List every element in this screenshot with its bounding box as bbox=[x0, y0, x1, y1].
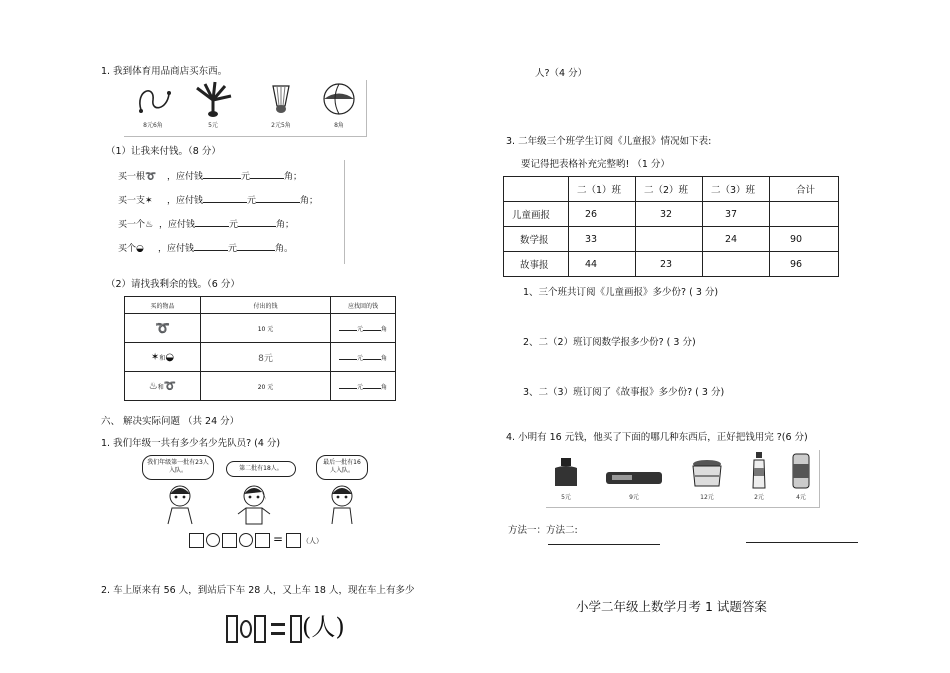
yuan-unit: 元 bbox=[241, 172, 251, 182]
speech-bubble: 最后一批有16人入队。 bbox=[316, 455, 368, 480]
q2-continuation: 人?（4 分） bbox=[535, 68, 588, 79]
shuttlecock-icon: ♨ bbox=[148, 380, 158, 392]
jump-rope-icon: ➰ bbox=[163, 380, 177, 392]
jiao-unit: 角 bbox=[381, 326, 388, 333]
pencil-case-icon bbox=[604, 454, 664, 490]
jiao-blank[interactable] bbox=[238, 217, 276, 227]
operator-circle[interactable] bbox=[239, 533, 253, 547]
section-six-title: 六、 解决实际问题 （共 24 分） bbox=[101, 416, 240, 427]
yuan-blank[interactable] bbox=[339, 352, 357, 360]
table-row bbox=[125, 343, 396, 372]
pay-prefix: 买一根 bbox=[118, 172, 146, 182]
pay-suffix: ，应付钱 bbox=[167, 196, 204, 206]
answer-box[interactable] bbox=[255, 533, 270, 548]
q3-title: 3. 二年级三个班学生订阅《儿童报》情况如下表: bbox=[506, 136, 712, 147]
cup-icon bbox=[789, 450, 813, 490]
pay-suffix: ，应付钱 bbox=[159, 220, 196, 230]
method-label: 方法一：方法二: bbox=[508, 525, 578, 536]
table-cell: 23 bbox=[636, 252, 703, 277]
table-cell: 44 bbox=[569, 252, 636, 277]
table-cell: 32 bbox=[636, 202, 703, 227]
shuttlecock-icon: ♨ bbox=[145, 220, 154, 230]
bottle-icon bbox=[749, 450, 769, 490]
pay-suffix: ，应付钱 bbox=[158, 244, 195, 254]
shuttlecock-toy-item bbox=[188, 80, 238, 129]
pay-prefix: 买一支 bbox=[118, 196, 146, 206]
equals-sign bbox=[271, 623, 285, 635]
ink-bottle-item bbox=[548, 454, 584, 501]
item-cell bbox=[125, 314, 201, 343]
q3-note: 要记得把表格补充完整哟! （1 分） bbox=[521, 159, 670, 170]
speech-bubble: 第二批有18人。 bbox=[226, 461, 296, 477]
child-figure-icon bbox=[160, 484, 200, 526]
jump-rope-icon: ➰ bbox=[145, 172, 157, 182]
pay-lines bbox=[118, 165, 318, 261]
table-cell[interactable] bbox=[636, 227, 703, 252]
price-label: 9元 bbox=[629, 494, 639, 501]
shuttlecock-toy-icon bbox=[191, 80, 235, 118]
jump-rope-icon bbox=[133, 80, 173, 118]
row-label: 故事报 bbox=[504, 252, 569, 277]
beach-ball-item bbox=[314, 80, 364, 129]
jar-item bbox=[686, 454, 728, 501]
sub-question-2: 2、二（2）班订阅数学报多少份? ( 3 分) bbox=[523, 337, 696, 348]
bottle-item bbox=[746, 450, 772, 501]
pay-prefix: 买一个 bbox=[118, 220, 146, 230]
table-header-row bbox=[504, 177, 839, 202]
equals-sign: = bbox=[273, 532, 284, 546]
beach-ball-icon bbox=[319, 80, 359, 118]
q1-title: 1. 我到体育用品商店买东西。 bbox=[101, 66, 228, 77]
change-cell bbox=[331, 372, 396, 401]
table-header: 应找回的钱 bbox=[331, 297, 396, 314]
change-cell bbox=[331, 343, 396, 372]
item-cell bbox=[125, 372, 201, 401]
row-label: 数学报 bbox=[504, 227, 569, 252]
jiao-unit: 角； bbox=[276, 220, 295, 230]
shop-items-strip bbox=[124, 80, 367, 137]
answer-box[interactable] bbox=[226, 615, 238, 643]
table-cell: 96 bbox=[770, 252, 839, 277]
jiao-blank[interactable] bbox=[250, 169, 284, 179]
yuan-unit: 元 bbox=[229, 220, 239, 230]
operator-circle[interactable] bbox=[206, 533, 220, 547]
yuan-unit: 元 bbox=[247, 196, 257, 206]
table-cell[interactable] bbox=[770, 202, 839, 227]
shuttlecock-toy-icon: ✶ bbox=[150, 351, 160, 363]
paid-cell: 8元 bbox=[201, 343, 331, 372]
q4-items-strip bbox=[546, 450, 820, 508]
table-row bbox=[125, 372, 396, 401]
q2b: 2. 车上原来有 56 人，到站后下车 28 人，又上车 18 人，现在车上有多少 bbox=[101, 585, 415, 596]
yuan-unit: 元 bbox=[228, 244, 238, 254]
q4-title: 4. 小明有 16 元钱，他买了下面的哪几种东西后，正好把钱用完 ?(6 分) bbox=[506, 432, 808, 443]
yuan-blank[interactable] bbox=[195, 217, 229, 227]
shuttlecock-toy-icon: ✶ bbox=[145, 196, 153, 206]
pencil-case-item bbox=[604, 454, 664, 501]
q1b: 1. 我们年级一共有多少名少先队员? (4 分) bbox=[101, 438, 281, 449]
yuan-blank[interactable] bbox=[203, 193, 247, 203]
table-cell: 33 bbox=[569, 227, 636, 252]
unit-label: （人） bbox=[302, 537, 324, 545]
row-label: 儿童画报 bbox=[504, 202, 569, 227]
shuttlecock-icon bbox=[261, 80, 301, 118]
jiao-blank[interactable] bbox=[363, 381, 381, 389]
table-row bbox=[504, 252, 839, 277]
footer-title: 小学二年级上数学月考 1 试题答案 bbox=[576, 599, 767, 614]
jiao-blank[interactable] bbox=[363, 352, 381, 360]
answer-box[interactable] bbox=[286, 533, 301, 548]
table-row bbox=[504, 227, 839, 252]
operator-circle[interactable] bbox=[240, 620, 252, 638]
yuan-blank[interactable] bbox=[339, 381, 357, 389]
jump-rope-icon: ➰ bbox=[155, 321, 170, 335]
unit-label: (人) bbox=[302, 613, 345, 641]
table-cell: 90 bbox=[770, 227, 839, 252]
pay-prefix: 买个 bbox=[118, 244, 137, 254]
table-row bbox=[504, 202, 839, 227]
item-cell bbox=[125, 343, 201, 372]
table-cell: 24 bbox=[703, 227, 770, 252]
cup-item bbox=[786, 450, 816, 501]
table-header bbox=[504, 177, 569, 202]
q1-part2: （2）请找我剩余的钱。（6 分） bbox=[106, 279, 240, 290]
price-label: 5元 bbox=[208, 122, 218, 129]
pay-line bbox=[118, 213, 318, 237]
price-label: 12元 bbox=[700, 494, 714, 501]
table-header: 二（3）班 bbox=[703, 177, 770, 202]
price-label: 4元 bbox=[796, 494, 806, 501]
change-cell bbox=[331, 314, 396, 343]
table-header: 合计 bbox=[770, 177, 839, 202]
paid-cell: 20 元 bbox=[201, 372, 331, 401]
q1-part1: （1）让我来付钱。（8 分） bbox=[106, 146, 221, 157]
jiao-unit: 角； bbox=[284, 172, 303, 182]
pay-line bbox=[118, 237, 318, 261]
table-row bbox=[125, 314, 396, 343]
yuan-unit: 元 bbox=[356, 326, 363, 333]
price-label: 8元6角 bbox=[143, 122, 163, 129]
beach-ball-icon: ◒ bbox=[165, 351, 175, 363]
ink-bottle-icon bbox=[551, 454, 581, 490]
table-header: 付出的钱 bbox=[201, 297, 331, 314]
subscription-table bbox=[503, 176, 839, 277]
and-label: 和 bbox=[159, 354, 166, 362]
speech-bubble: 我们年级第一批有23人入队。 bbox=[142, 455, 214, 480]
yuan-unit: 元 bbox=[356, 355, 363, 362]
jiao-unit: 角 bbox=[381, 355, 388, 362]
table-cell: 37 bbox=[703, 202, 770, 227]
jiao-unit: 角。 bbox=[275, 244, 294, 254]
change-table bbox=[124, 296, 396, 401]
jiao-blank[interactable] bbox=[363, 323, 381, 331]
table-header: 买的物品 bbox=[125, 297, 201, 314]
price-label: 2元5角 bbox=[271, 122, 291, 129]
answer-box[interactable] bbox=[290, 615, 302, 643]
jiao-blank[interactable] bbox=[256, 193, 300, 203]
jump-rope-item bbox=[128, 80, 178, 129]
answer-box[interactable] bbox=[222, 533, 237, 548]
child-figure-icon bbox=[234, 484, 274, 526]
beach-ball-icon: ◒ bbox=[136, 244, 144, 254]
pay-suffix: ，应付钱 bbox=[167, 172, 204, 182]
child-figure-icon bbox=[322, 484, 362, 526]
table-cell: 26 bbox=[569, 202, 636, 227]
answer-box[interactable] bbox=[254, 615, 266, 643]
sub-question-3: 3、二（3）班订阅了《故事报》多少份? ( 3 分) bbox=[523, 387, 725, 398]
and-label: 和 bbox=[157, 383, 164, 391]
yuan-unit: 元 bbox=[356, 384, 363, 391]
jiao-unit: 角 bbox=[381, 384, 388, 391]
table-header: 二（1）班 bbox=[569, 177, 636, 202]
answer-box[interactable] bbox=[189, 533, 204, 548]
price-label: 5元 bbox=[561, 494, 571, 501]
jiao-unit: 角； bbox=[300, 196, 319, 206]
price-label: 8角 bbox=[334, 122, 344, 129]
answer-line-method-1[interactable] bbox=[548, 544, 660, 545]
yuan-blank[interactable] bbox=[339, 323, 357, 331]
jiao-blank[interactable] bbox=[237, 241, 275, 251]
badminton-item bbox=[256, 80, 306, 129]
table-header: 二（2）班 bbox=[636, 177, 703, 202]
price-label: 2元 bbox=[754, 494, 764, 501]
answer-line-method-2[interactable] bbox=[746, 542, 858, 543]
yuan-blank[interactable] bbox=[194, 241, 228, 251]
sub-question-1: 1、三个班共订阅《儿童画报》多少份? ( 3 分) bbox=[523, 287, 719, 298]
jar-icon bbox=[687, 454, 727, 490]
paid-cell: 10 元 bbox=[201, 314, 331, 343]
equation-q1b bbox=[188, 532, 323, 548]
pay-line bbox=[118, 189, 318, 213]
pay-line bbox=[118, 165, 318, 189]
yuan-blank[interactable] bbox=[203, 169, 241, 179]
table-cell[interactable] bbox=[703, 252, 770, 277]
equation-q2b bbox=[226, 612, 345, 644]
